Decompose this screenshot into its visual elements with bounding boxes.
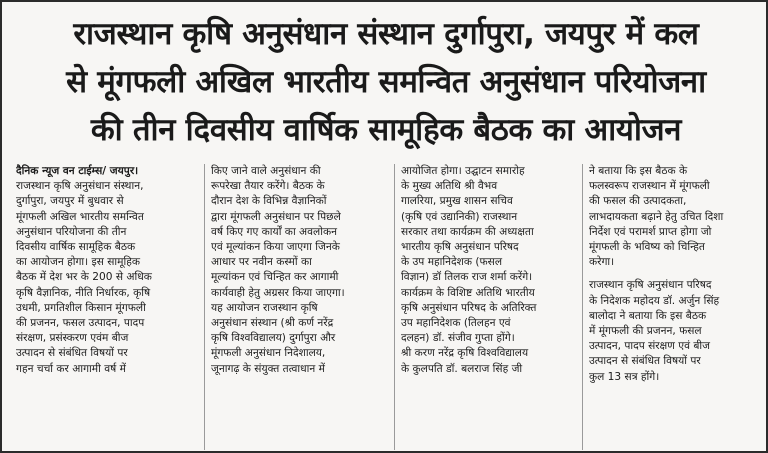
- text-line: दलहन) डॉ. संजीव गुप्ता होंगे।: [401, 332, 515, 345]
- text-line: द्वारा मूंगफली अनुसंधान पर पिछले: [211, 210, 341, 223]
- text-line: उत्पादन, पादप संरक्षण एवं बीज: [589, 340, 711, 353]
- text-line: आयोजित होगा। उद्घाटन समारोह: [401, 165, 525, 177]
- text-line: सरकार तथा कार्यक्रम की अध्यक्षता: [401, 225, 534, 238]
- text-line: जूनागढ़ के संयुक्त तत्वाधान में: [211, 362, 325, 375]
- article-column-2: [204, 164, 394, 450]
- headline: [12, 10, 760, 154]
- text-line: लाभदायकता बढ़ाने हेतु उचित दिशा: [589, 210, 724, 223]
- text-line: कृषि वैज्ञानिक, नीति निर्धारक, कृषि: [16, 286, 151, 299]
- text-line: के उप महानिदेशक (फसल: [401, 256, 502, 269]
- text-line: गहन चर्चा कर आगामी वर्ष में: [16, 362, 126, 375]
- text-line: उत्पादन से संबंधित विषयों पर: [16, 347, 128, 360]
- text-line: बालोदा ने बताया कि इस बैठक: [589, 309, 707, 322]
- headline-line: राजस्थान कृषि अनुसंधान संस्थान दुर्गापुरा, जयपुर में कल: [73, 16, 699, 52]
- text-line: कुल 13 सत्र होंगे।: [589, 370, 660, 383]
- text-line: भारतीय कृषि अनुसंधान परिषद: [401, 241, 519, 254]
- headline-line: से मूंगफली अखिल भारतीय समन्वित अनुसंधान परियोजना: [66, 64, 706, 100]
- text-line: ने बताया कि इस बैठक के: [589, 165, 688, 177]
- text-line: विज्ञान) डॉ तिलक राज शर्मा करेंगे।: [401, 271, 533, 284]
- text-line: के निदेशक महोदय डॉ. अर्जुन सिंह: [589, 294, 720, 307]
- text-line: यह आयोजन राजस्थान कृषि: [211, 301, 318, 314]
- text-line: एवं मूल्यांकन किया जाएगा जिनके: [211, 241, 340, 254]
- article-column-3: [394, 164, 582, 450]
- text-line: राजस्थान कृषि अनुसंधान परिषद: [589, 279, 712, 292]
- text-line: निर्देश एवं परामर्श प्राप्त होगा जो: [589, 225, 712, 238]
- text-line: के कुलपति डॉ. बलराज सिंह जी: [401, 362, 523, 375]
- text-line: गालरिया, प्रमुख शासन सचिव: [401, 195, 513, 208]
- article-body: [10, 164, 762, 450]
- text-line: में मूंगफली की प्रजनन, फसल: [589, 325, 702, 338]
- paragraph-gap: [589, 270, 756, 278]
- text-line: मूंगफली के भविष्य को चिन्हित: [589, 241, 705, 254]
- article-column-1: [10, 164, 204, 450]
- text-line: उप महानिदेशक (तिलहन एवं: [401, 317, 511, 330]
- text-line: का आयोजन होगा। इस सामूहिक: [16, 256, 141, 269]
- text-line: अनुसंधान संस्थान (श्री कर्ण नरेंद्र: [211, 317, 334, 330]
- text-line: किए जाने वाले अनुसंधान की: [211, 165, 321, 177]
- dateline: दैनिक न्यूज वन टाईम्स/ जयपुर।: [16, 165, 139, 177]
- text-line: राजस्थान कृषि अनुसंधान संस्थान,: [16, 180, 144, 193]
- text-line: फलस्वरूप राजस्थान में मूंगफली: [589, 180, 710, 193]
- text-line: श्री करण नरेंद्र कृषि विश्वविद्यालय: [401, 347, 529, 360]
- text-line: अनुसंधान परियोजना की तीन: [16, 225, 127, 238]
- text-line: आधार पर नवीन कस्मों का: [211, 256, 312, 269]
- text-line: कृषि विश्वविद्यालय) दुर्गापुरा और: [211, 332, 336, 345]
- text-line: कार्यवाही हेतु अग्रसर किया जाएगा।: [211, 286, 345, 299]
- text-line: रूपरेखा तैयार करेंगे। बैठक के: [211, 180, 325, 193]
- text-line: उधमी, प्रगतिशील किसान मूंगफली: [16, 301, 146, 314]
- text-line: कृषि अनुसंधान परिषद के अतिरिक्त: [401, 301, 537, 314]
- text-line: के मुख्य अतिथि श्री वैभव: [401, 180, 498, 193]
- text-line: वर्ष किए गए कार्यों का अवलोकन: [211, 225, 337, 238]
- text-line: दिवसीय वार्षिक सामूहिक बैठक: [16, 241, 136, 254]
- article-column-4: [582, 164, 762, 450]
- text-line: करेगा।: [589, 256, 615, 269]
- text-line: (कृषि एवं उद्यानिकी) राजस्थान: [401, 210, 518, 223]
- text-line: दौरान देश के विभिन्न वैज्ञानिकों: [211, 195, 327, 208]
- text-line: बैठक में देश भर के 200 से अधिक: [16, 271, 152, 284]
- text-line: कार्यक्रम के विशिष्ट अतिथि भारतीय: [401, 286, 535, 299]
- text-line: मूल्यांकन एवं चिन्हित कर आगामी: [211, 271, 339, 284]
- text-line: मूंगफली अखिल भारतीय समन्वित: [16, 210, 144, 223]
- text-line: संरक्षण, प्रसंस्करण एवंम बीज: [16, 332, 129, 345]
- text-line: की फसल की उत्पादकता,: [589, 195, 687, 208]
- text-line: मूंगफली अनुसंधान निदेशालय,: [211, 347, 326, 360]
- text-line: दुर्गापुरा, जयपुर में बुधवार से: [16, 195, 124, 208]
- text-line: उत्पादन से संबंधित विषयों पर: [589, 355, 701, 368]
- headline-line: की तीन दिवसीय वार्षिक सामूहिक बैठक का आयोजन: [90, 112, 682, 148]
- text-line: की प्रजनन, फसल उत्पादन, पादप: [16, 317, 145, 330]
